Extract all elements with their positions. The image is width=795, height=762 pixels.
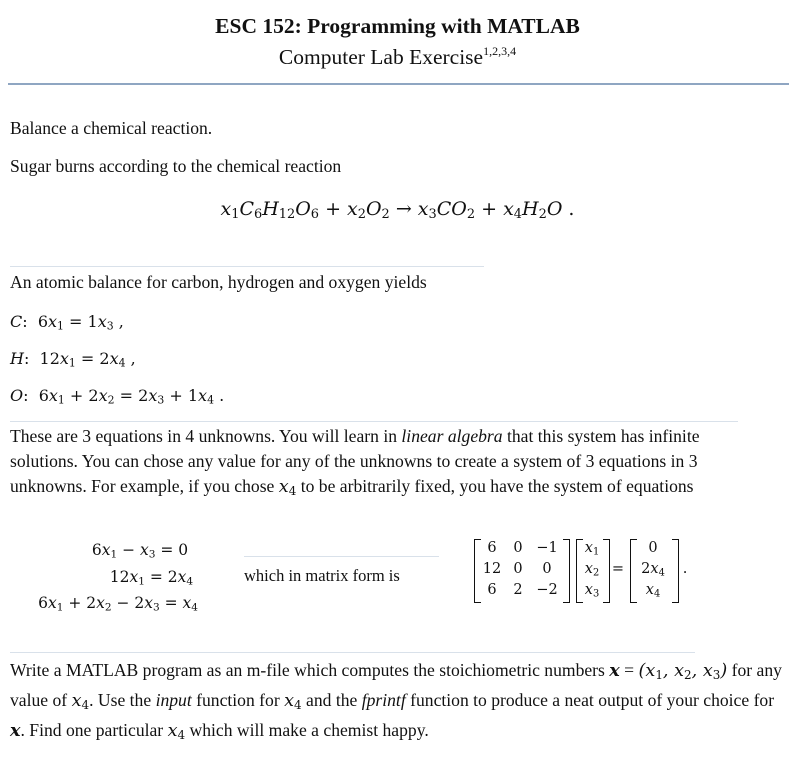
- rhs-cell: 0: [648, 540, 658, 556]
- faint-rule: [244, 556, 439, 557]
- vector-cell: $x_2$: [584, 561, 600, 579]
- matrix-right-bracket: [563, 539, 570, 603]
- matrix-cell: 6: [487, 582, 497, 598]
- rhs-cell: $2x_4$: [641, 561, 665, 579]
- task-statement: Balance a chemical reaction.: [10, 118, 213, 138]
- carbon-balance: C: $6x_1 = 1x_3$ ,: [10, 312, 124, 333]
- rhs-right-bracket: [672, 539, 679, 603]
- matrix-cell: −2: [536, 582, 558, 598]
- faint-rule: [10, 421, 738, 422]
- matrix-cell: 0: [513, 540, 523, 556]
- matrix-cell: −1: [536, 540, 558, 556]
- matrix-cell: 0: [513, 561, 523, 577]
- vector-cell: $x_3$: [584, 582, 600, 600]
- matrix-cell: 12: [482, 561, 502, 577]
- page-subtitle: [0, 44, 795, 70]
- page-title: ESC 152: Programming with MATLAB: [215, 14, 580, 38]
- faint-rule: [10, 652, 695, 653]
- matrix-cell: 0: [542, 561, 552, 577]
- matrix-form-label: which in matrix form is: [244, 566, 400, 585]
- equals-sign: =: [611, 561, 625, 577]
- vector-right-bracket: [603, 539, 610, 603]
- balance-intro: An atomic balance for carbon, hydrogen and oxygen yields: [10, 272, 427, 292]
- system-paragraph: These are 3 equations in 4 unknowns. You will learn in linear algebra that this system has infinite solutions. You can chose any value for any of the unknowns to create a system of 3 equations in 3 unknowns. For example, if you chose $x_4$ to be arbitrarily fixed, you have the system of equations: [10, 426, 700, 498]
- hydrogen-balance: H: $12x_1 = 2x_4$ ,: [10, 349, 136, 370]
- matrix-cell: 6: [487, 540, 497, 556]
- rhs-cell: $x_4$: [645, 582, 661, 600]
- matrix-cell: 2: [513, 582, 523, 598]
- matrix-period: .: [682, 561, 688, 577]
- equation-system: $6x_1 - x_3 = 0$ $12x_1 = 2x_4$ $6x_1 + 2x_2 - 2x_3 = x_4$: [38, 541, 198, 614]
- oxygen-balance: O: $6x_1 + 2x_2 = 2x_3 + 1x_4$ .: [10, 386, 225, 407]
- header-divider: [8, 83, 789, 85]
- faint-rule: [10, 266, 484, 267]
- sugar-sentence: Sugar burns according to the chemical reaction: [10, 156, 342, 176]
- subtitle-footnote-refs: 1,2,3,4: [483, 44, 517, 58]
- program-task-paragraph: Write a MATLAB program as an m-file which computes the stoichiometric numbers $x = (x_1$, $x_2$, $x_3$) for any value of $x_4$. Use the input function for $x_4$ and the fprintf function to produce a neat output of your choice for x. Find one particular $x_4$ which will make a chemist happy.: [10, 660, 782, 742]
- subtitle-text: Computer Lab Exercise: [278, 45, 484, 69]
- reaction-equation: $x_1C_6H_{12}O_6 + x_2O_2 \to x_3CO_2 + x_4H_2O$ .: [220, 198, 575, 223]
- vector-cell: $x_1$: [584, 540, 600, 558]
